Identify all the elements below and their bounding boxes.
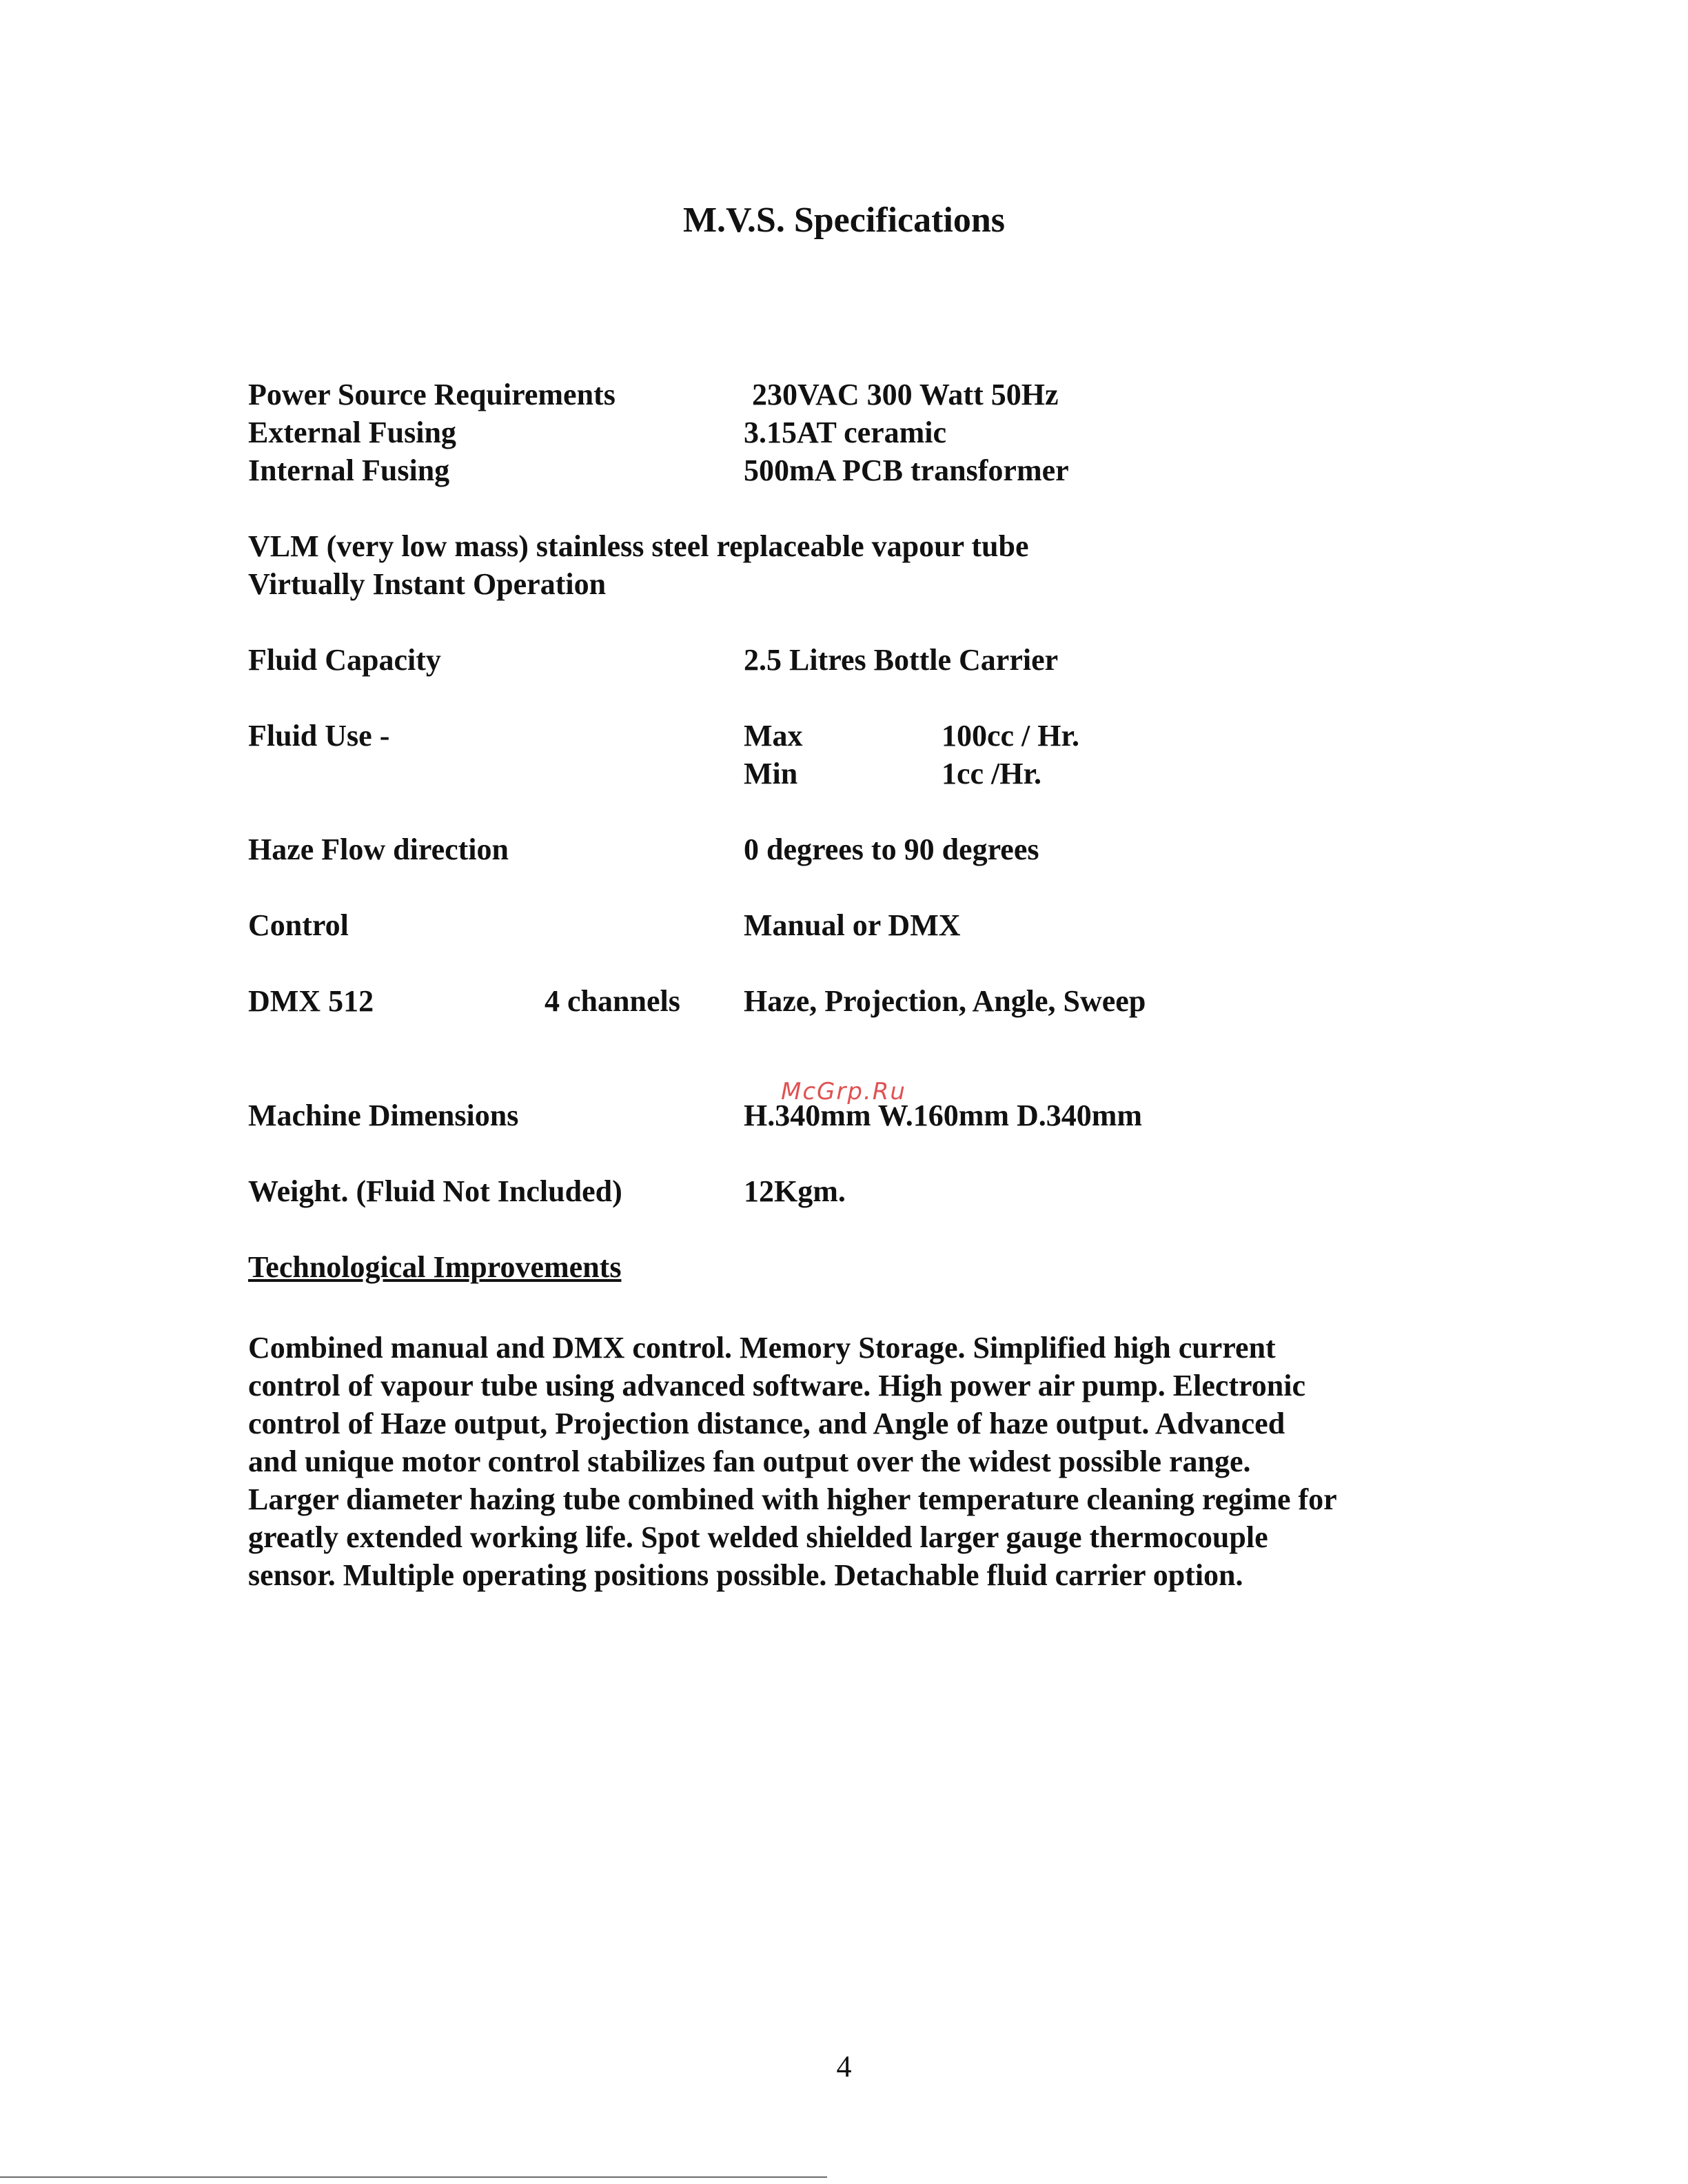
paragraph-line: control of vapour tube using advanced software. High power air pump. Electronic	[248, 1369, 1305, 1402]
paragraph-line: control of Haze output, Projection distance, and Angle of haze output. Advanced	[248, 1407, 1285, 1440]
external-fusing-label: External Fusing	[248, 416, 456, 449]
instant-operation-line: Virtually Instant Operation	[248, 567, 607, 601]
weight-label: Weight. (Fluid Not Included)	[248, 1174, 622, 1208]
watermark-text: McGrp.Ru	[781, 1078, 906, 1105]
power-source-value: 230VAC 300 Watt 50Hz	[752, 378, 1059, 411]
fluid-use-label: Fluid Use -	[248, 719, 390, 753]
internal-fusing-value: 500mA PCB transformer	[744, 453, 1069, 487]
fluid-use-min-label: Min	[744, 757, 798, 790]
paragraph-line: Larger diameter hazing tube combined with higher temperature cleaning regime for	[248, 1482, 1337, 1516]
improvements-paragraph	[248, 1329, 1475, 1594]
fluid-capacity-value: 2.5 Litres Bottle Carrier	[744, 643, 1059, 677]
page-title: M.V.S. Specifications	[682, 201, 1006, 240]
haze-flow-label: Haze Flow direction	[248, 833, 509, 866]
fluid-capacity-label: Fluid Capacity	[248, 643, 441, 677]
vlm-line: VLM (very low mass) stainless steel replaceable vapour tube	[248, 529, 1029, 563]
haze-flow-value: 0 degrees to 90 degrees	[744, 833, 1039, 866]
fluid-use-max-value: 100cc / Hr.	[942, 719, 1079, 753]
page-number: 4	[836, 2050, 852, 2083]
paragraph-line: greatly extended working life. Spot welded shielded larger gauge thermocouple	[248, 1520, 1268, 1554]
weight-value: 12Kgm.	[744, 1174, 846, 1208]
dmx-label: DMX 512	[248, 984, 374, 1018]
dmx-channels: 4 channels	[545, 984, 680, 1018]
control-value: Manual or DMX	[744, 908, 961, 942]
bottom-rule	[0, 2176, 827, 2178]
paragraph-line: and unique motor control stabilizes fan output over the widest possible range.	[248, 1445, 1251, 1478]
fluid-use-max-label: Max	[744, 719, 803, 753]
control-label: Control	[248, 908, 349, 942]
external-fusing-value: 3.15AT ceramic	[744, 416, 947, 449]
power-source-label: Power Source Requirements	[248, 378, 616, 411]
dimensions-value: H.340mm W.160mm D.340mm	[744, 1099, 1143, 1132]
improvements-heading: Technological Improvements	[248, 1250, 622, 1284]
fluid-use-min-value: 1cc /Hr.	[942, 757, 1041, 790]
internal-fusing-label: Internal Fusing	[248, 453, 450, 487]
dmx-value: Haze, Projection, Angle, Sweep	[744, 984, 1146, 1018]
paragraph-line: Combined manual and DMX control. Memory Storage. Simplified high current	[248, 1331, 1276, 1365]
paragraph-line: sensor. Multiple operating positions possible. Detachable fluid carrier option.	[248, 1558, 1243, 1592]
dimensions-label: Machine Dimensions	[248, 1099, 519, 1132]
